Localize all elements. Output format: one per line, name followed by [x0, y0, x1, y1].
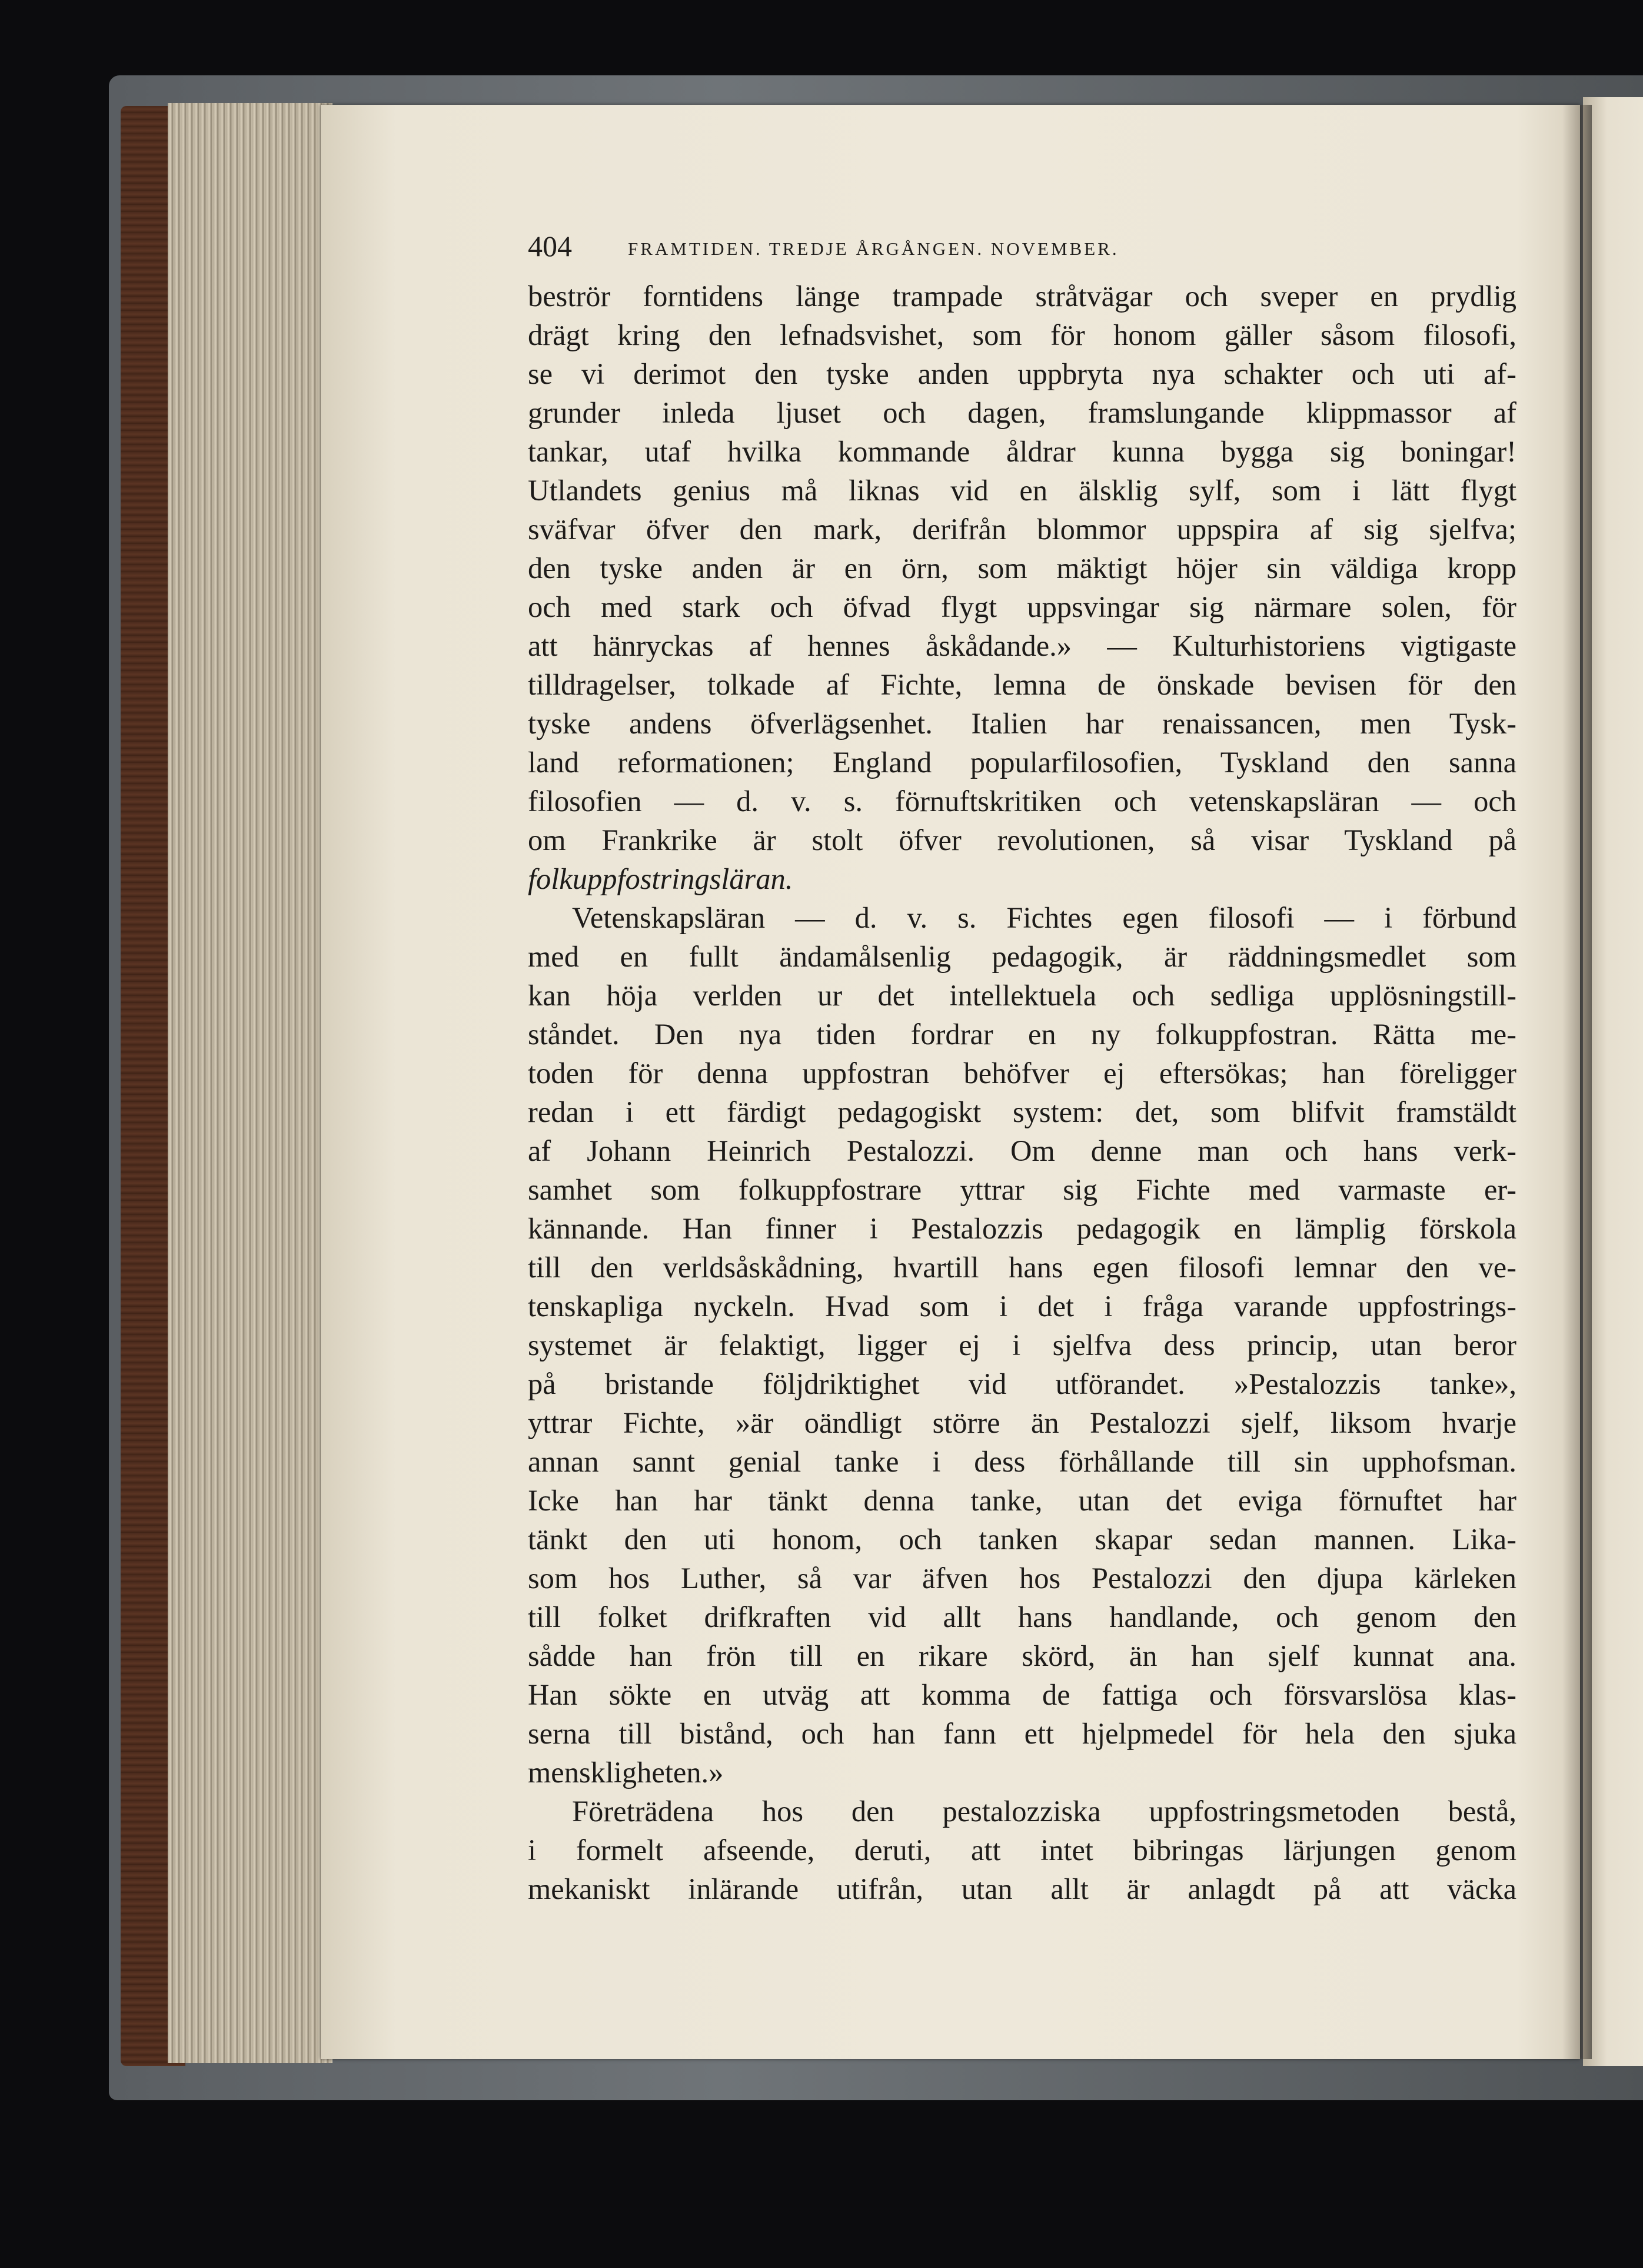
- text-line: beströr forntidens länge trampade stråtvägar och sveper en prydlig: [528, 280, 1516, 313]
- text-line: land reformationen; England popularfilosofien, Tyskland den sanna: [528, 746, 1516, 779]
- text-line: toden för denna uppfostran behöfver ej eftersökas; han föreligger: [528, 1057, 1516, 1090]
- text-line: samhet som folkuppfostrare yttrar sig Fichte med varmaste er-: [528, 1173, 1516, 1206]
- text-line: till den verldsåskådning, hvartill hans egen filosofi lemnar den ve-: [528, 1251, 1516, 1284]
- text-line: Han sökte en utväg att komma de fattiga och försvarslösa klas-: [528, 1678, 1516, 1711]
- text-line: kan höja verlden ur det intellektuela och sedliga upplösningstill-: [528, 979, 1516, 1012]
- text-line: kännande. Han finner i Pestalozzis pedagogik en lämplig förskola: [528, 1212, 1516, 1245]
- text-line: att hänryckas af hennes åskådande.» — Kulturhistoriens vigtigaste: [528, 629, 1516, 662]
- text-line: mekaniskt inlärande utifrån, utan allt är anlagdt på att väcka: [528, 1872, 1516, 1905]
- text-line: se vi derimot den tyske anden uppbryta nya schakter och uti af-: [528, 357, 1516, 390]
- text-line: med en fullt ändamålsenlig pedagogik, är räddningsmedlet som: [528, 940, 1516, 973]
- text-line: menskligheten.»: [528, 1756, 724, 1789]
- text-line: tilldragelser, tolkade af Fichte, lemna de önskade bevisen för den: [528, 668, 1516, 701]
- text-line: Icke han har tänkt denna tanke, utan det eviga förnuftet har: [528, 1484, 1516, 1517]
- text-line: på bristande följdriktighet vid utförandet. »Pestalozzis tanke»,: [528, 1367, 1516, 1400]
- text-line: filosofien — d. v. s. förnuftskritiken och vetenskapsläran — och: [528, 785, 1516, 818]
- text-line: drägt kring den lefnadsvishet, som för honom gäller såsom filosofi,: [528, 318, 1516, 351]
- text-line: till folket drifkraften vid allt hans handlande, och genom den: [528, 1600, 1516, 1633]
- text-line: om Frankrike är stolt öfver revolutionen, så visar Tyskland på: [528, 823, 1516, 856]
- gutter-shadow: [1562, 105, 1592, 2059]
- text-line: yttrar Fichte, »är oändligt större än Pestalozzi sjelf, liksom hvarje: [528, 1406, 1516, 1439]
- text-line: tenskapliga nyckeln. Hvad som i det i fråga varande uppfostrings-: [528, 1290, 1516, 1323]
- text-line: sådde han frön till en rikare skörd, än han sjelf kunnat ana.: [528, 1639, 1516, 1672]
- text-line: ståndet. Den nya tiden fordrar en ny folkuppfostran. Rätta me-: [528, 1018, 1516, 1051]
- text-line: annan sannt genial tanke i dess förhållande till sin upphofsman.: [528, 1445, 1516, 1478]
- text-line: och med stark och öfvad flygt uppsvingar sig närmare solen, för: [528, 590, 1516, 623]
- paragraph-start-line: Företrädena hos den pestalozziska uppfostringsmetoden bestå,: [572, 1795, 1516, 1828]
- text-line: sväfvar öfver den mark, derifrån blommor uppspira af sig sjelfva;: [528, 513, 1516, 546]
- running-head: FRAMTIDEN. TREDJE ÅRGÅNGEN. NOVEMBER.: [628, 238, 1119, 259]
- text-line: tänkt den uti honom, och tanken skapar sedan mannen. Lika-: [528, 1523, 1516, 1556]
- text-line: redan i ett färdigt pedagogiskt system: det, som blifvit framstäldt: [528, 1095, 1516, 1128]
- text-line-italic: folkuppfostringsläran.: [528, 862, 793, 895]
- text-line: af Johann Heinrich Pestalozzi. Om denne man och hans verk-: [528, 1134, 1516, 1167]
- text-line: systemet är felaktigt, ligger ej i sjelfva dess princip, utan beror: [528, 1329, 1516, 1362]
- text-line: i formelt afseende, deruti, att intet bibringas lärjungen genom: [528, 1834, 1516, 1867]
- text-line: den tyske anden är en örn, som mäktigt höjer sin väldiga kropp: [528, 552, 1516, 585]
- facing-page-edge: [1583, 97, 1643, 2066]
- text-line: tyske andens öfverlägsenhet. Italien har renaissancen, men Tysk-: [528, 707, 1516, 740]
- page-number: 404: [528, 230, 572, 263]
- text-line: Utlandets genius må liknas vid en älsklig sylf, som i lätt flygt: [528, 474, 1516, 507]
- body-text: [528, 277, 1516, 1908]
- page-edges: [168, 103, 332, 2063]
- text-line: grunder inleda ljuset och dagen, framslungande klippmassor af: [528, 396, 1516, 429]
- text-line: som hos Luther, så var äfven hos Pestalozzi den djupa kärleken: [528, 1562, 1516, 1595]
- paragraph-start-line: Vetenskapsläran — d. v. s. Fichtes egen filosofi — i förbund: [572, 901, 1516, 934]
- text-line: serna till bistånd, och han fann ett hjelpmedel för hela den sjuka: [528, 1717, 1516, 1750]
- page-header: [528, 225, 1516, 267]
- text-line: tankar, utaf hvilka kommande åldrar kunna bygga sig boningar!: [528, 435, 1516, 468]
